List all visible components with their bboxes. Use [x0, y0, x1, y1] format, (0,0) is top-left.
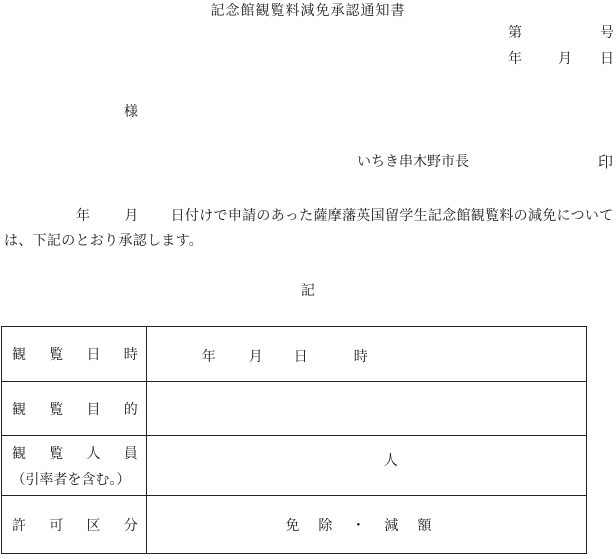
table-row-permission-type — [2, 496, 587, 554]
option-separator: ・ — [351, 517, 366, 534]
label-char: 日 — [86, 347, 101, 363]
option-char[interactable]: 免 — [285, 517, 300, 534]
value-permission-type[interactable] — [146, 496, 586, 554]
issue-date-month: 月 — [558, 51, 572, 67]
label-visit-purpose — [2, 382, 147, 436]
label-permission-type — [2, 496, 147, 554]
label-visitor-count — [2, 436, 147, 496]
visit-day: 日 — [293, 349, 308, 365]
label-char: 許 — [12, 517, 26, 534]
body-year: 年 — [76, 208, 91, 224]
label-char: 的 — [123, 401, 138, 418]
option-char[interactable]: 額 — [417, 517, 432, 534]
label-char: 覧 — [49, 347, 64, 363]
label-char: 覧 — [49, 401, 64, 418]
visitor-unit: 人 — [383, 452, 398, 469]
issue-date-year: 年 — [508, 51, 522, 67]
label-char: 分 — [123, 517, 138, 534]
label-visitor-count-note: （引率者を含む。） — [11, 471, 131, 488]
label-char: 目 — [86, 401, 101, 418]
label-char: 時 — [123, 347, 138, 363]
table-row-visit-datetime — [2, 327, 587, 382]
label-char: 観 — [12, 347, 26, 363]
label-char: 員 — [123, 445, 138, 462]
ki-heading: 記 — [301, 283, 315, 299]
table-row-visitor-count — [2, 436, 587, 496]
value-visit-purpose[interactable] — [146, 382, 586, 436]
label-char: 観 — [12, 401, 26, 418]
table-row-visit-purpose — [2, 382, 587, 436]
option-char[interactable]: 減 — [384, 517, 399, 534]
issue-date-day: 日 — [600, 51, 614, 67]
label-char: 人 — [86, 445, 101, 462]
body-text: 日付けで申請のあった薩摩藩英国留学生記念館観覧料の減免については、下記のとおり承認します。 — [4, 208, 614, 249]
seal-mark: 印 — [598, 153, 614, 171]
addressee-suffix: 様 — [124, 104, 138, 120]
value-visitor-count[interactable] — [146, 436, 586, 496]
issuer-name: いちき串木野市長 — [357, 154, 469, 170]
label-char: 観 — [12, 445, 26, 462]
detail-table — [1, 326, 587, 554]
document-number-suffix: 号 — [600, 25, 614, 41]
value-visit-datetime[interactable] — [146, 327, 586, 382]
visit-year: 年 — [201, 349, 216, 365]
label-visit-datetime — [2, 327, 147, 382]
visit-hour: 時 — [353, 349, 368, 365]
label-char: 可 — [49, 517, 64, 534]
visit-month: 月 — [248, 349, 263, 365]
label-char: 区 — [86, 517, 101, 534]
option-char[interactable]: 除 — [318, 517, 333, 534]
document-title: 記念館観覧料減免承認通知書 — [210, 3, 406, 19]
body-month: 月 — [124, 208, 139, 224]
document-number-label: 第 — [508, 25, 522, 41]
label-char: 覧 — [49, 445, 64, 462]
body-paragraph — [4, 204, 616, 254]
